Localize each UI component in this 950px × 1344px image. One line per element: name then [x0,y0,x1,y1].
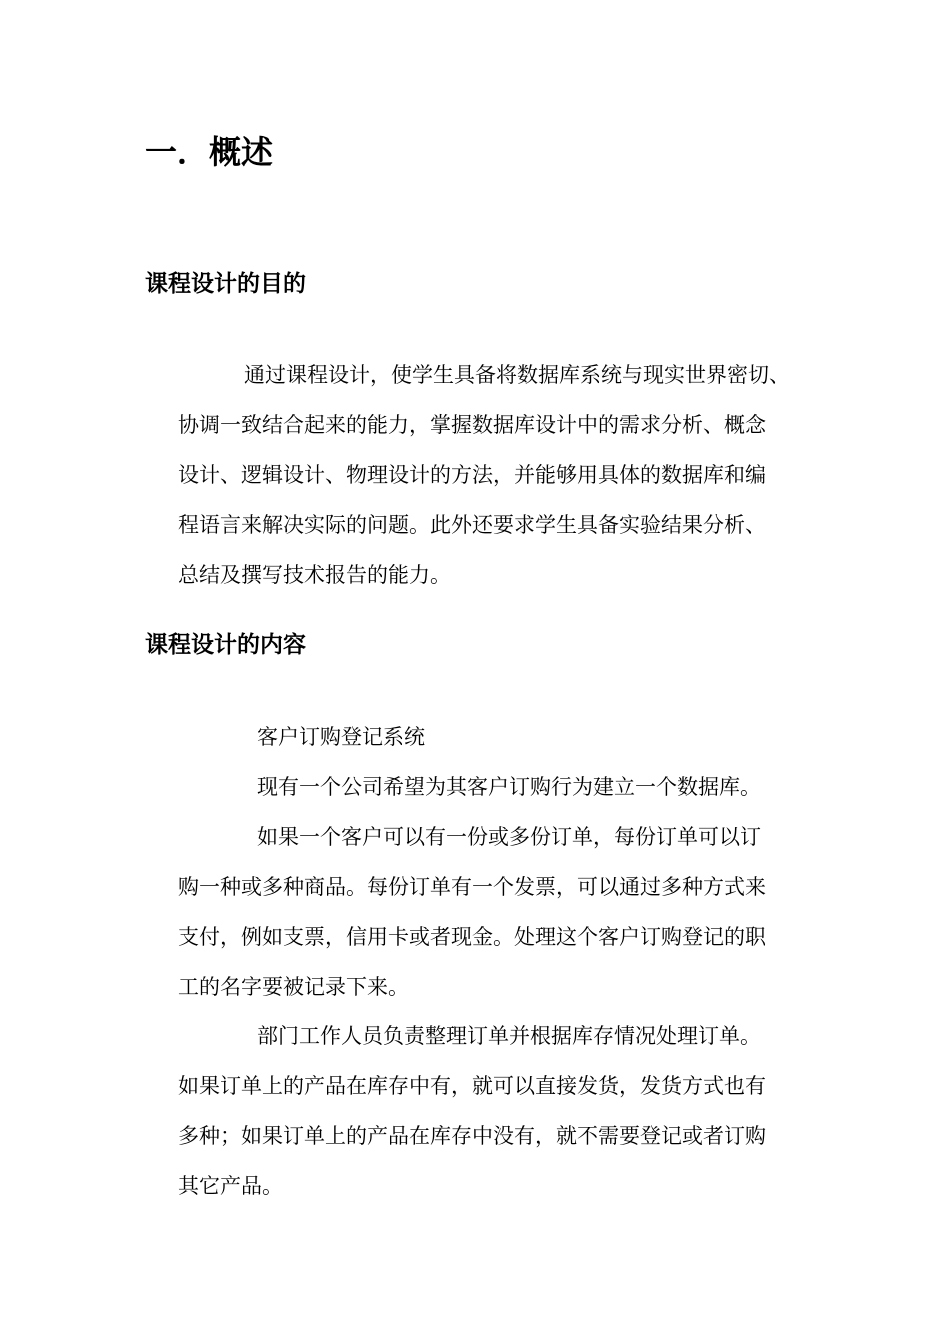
paragraph-line: 多种；如果订单上的产品在库存中没有，就不需要登记或者订购 [178,1124,766,1148]
paragraph-line: 现有一个公司希望为其客户订购行为建立一个数据库。 [257,775,761,799]
paragraph-line: 其它产品。 [178,1174,283,1198]
paragraph-line: 支付，例如支票，信用卡或者现金。处理这个客户订购登记的职 [178,925,766,949]
purpose-paragraph [178,350,818,600]
paragraph-line: 如果订单上的产品在库存中有，就可以直接发货，发货方式也有 [178,1074,766,1098]
paragraph-line: 如果一个客户可以有一份或多份订单，每份订单可以订 [257,825,761,849]
paragraph-line: 程语言来解决实际的问题。此外还要求学生具备实验结果分析、 [178,513,766,537]
paragraph-line: 客户订购登记系统 [257,725,425,749]
content-paragraph-intro [178,762,818,812]
paragraph-line: 协调一致结合起来的能力，掌握数据库设计中的需求分析、概念 [178,413,766,437]
paragraph-line: 购一种或多种商品。每份订单有一个发票，可以通过多种方式来 [178,875,766,899]
paragraph-line: 部门工作人员负责整理订单并根据库存情况处理订单。 [257,1024,761,1048]
paragraph-line: 设计、逻辑设计、物理设计的方法，并能够用具体的数据库和编 [178,463,766,487]
paragraph-line: 通过课程设计，使学生具备将数据库系统与现实世界密切、 [244,363,790,387]
content-paragraph-department [178,1011,818,1211]
section-heading-purpose: 课程设计的目的 [145,271,306,297]
paragraph-line: 工的名字要被记录下来。 [178,975,409,999]
content-paragraph-system-name [178,712,818,762]
content-paragraph-orders [178,812,818,1012]
section-heading-content: 课程设计的内容 [145,632,306,658]
paragraph-line: 总结及撰写技术报告的能力。 [178,563,451,587]
chapter-title: 一．概述 [145,133,274,171]
